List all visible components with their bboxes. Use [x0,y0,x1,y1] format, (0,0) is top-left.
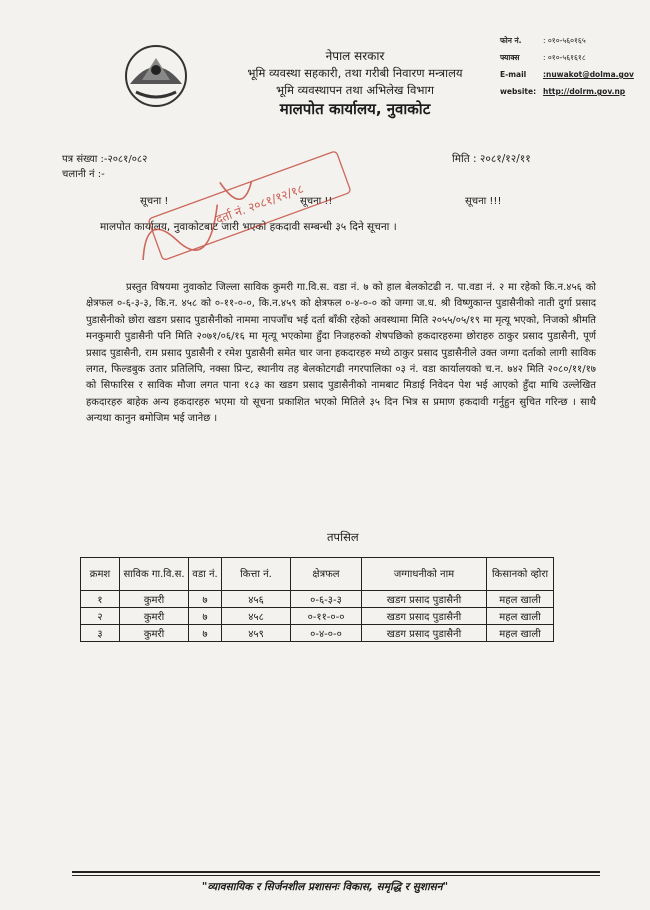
department-name: भूमि व्यवस्थापन तथा अभिलेख विभाग [276,83,434,97]
govt-name: नेपाल सरकार [325,49,385,63]
website-link[interactable]: http://dolrm.gov.np [543,87,626,96]
cell-vdc: कुमरी [120,608,189,625]
table-row [81,625,554,642]
footer-rule-thick [72,871,600,873]
cell-ward: ७ [189,625,222,642]
cell-tenant: महल खाली [487,591,554,608]
cell-owner: खडग प्रसाद पुडासैनी [362,608,487,625]
fax-label: फ्याक्स [500,53,520,62]
col-header-tenant: किसानको व्होरा [487,558,554,591]
nepal-emblem-icon [118,40,194,110]
body-paragraph: प्रस्तुत विषयमा नुवाकोट जिल्ला साविक कुमरी गा.वि.स. वडा नं. ७ को हाल बेलकोटढी न. पा.वडा नं. २ मा रहेको कि.न.४५६ को क्षेत्रफल ०-६-३-३, कि.न. ४५८ को ०-११-०-०, कि.न.४५९ को क्षेत्रफल ०-४-०-० को जग्गा ज.ध. श्री विष्णुकान्त पुडासैनीको नाती दुर्गा प्रसाद पुडासैनीको छोरा खडग प्रसाद पुडासैनीको नाममा नापजाँच भई दर्ता बाँकी रहेको अवस्थामा मिति २०५५/०५/१९ मा मृत्यू भएको, निजको श्रीमति मनकुमारी पुडासैनी पनि मिति २०७१/०६/१६ मा मृत्यू भएकोमा हुँदा निजहरुको शेषपछिको हकदारहरुमा छोराहरु ठाकुर प्रसाद पुडासैनी, पूर्ण प्रसाद पुडासैनी, राम प्रसाद पुडासैनी र रमेश पुडासैनी समेत चार जना हकदारहरु मध्ये ठाकुर प्रसाद पुडासैनीले उक्त जग्गा दर्ताको लागी साविक लगत, फिल्डबुक उतार प्रतिलिपि, नक्सा प्रिन्ट, स्थानीय तह बेलकोटगढी नगरपालिका ०३ नं. वडा कार्यालयको च.न. ७४२ मिति २०८०/११/१७ को सिफारिस र साविक मौजा लगत पाना १८३ का खडग प्रसाद पुडासैनीको नामबाट मिडाई निवेदन पेश भई आएको हुँदा माथि उल्लेखित हकदारहरु बाहेक अन्य हकदारहरु भएमा यो सूचना प्रकाशित भएको मितिले ३५ दिन भित्र स प्रमाण हकदावी गर्नुहुन सुचित गरिन्छ । साथै अन्यथा कानुन बमोजिम भई जानेछ । [86,282,596,425]
notice-word-2: सूचना !! [300,196,333,207]
col-header-area: क्षेत्रफल [291,558,362,591]
cell-plot: ४५९ [222,625,291,642]
cell-plot: ४५६ [222,591,291,608]
dispatch-number: चलानी नं :- [62,169,105,180]
email-value[interactable]: :nuwakot@dolma.gov [543,70,634,79]
received-stamp [110,150,410,260]
cell-area: ०-४-०-० [291,625,362,642]
ministry-name: भूमि व्यवस्था सहकारी, तथा गरीबी निवारण मन्त्रालय [247,66,463,80]
cell-ward: ७ [189,608,222,625]
phone-label: फोन नं. [500,36,522,45]
table-title: तपसिल [327,530,359,544]
cell-vdc: कुमरी [120,625,189,642]
contact-block [500,32,650,100]
col-header-serial: क्रमश [81,558,120,591]
cell-owner: खडग प्रसाद पुडासैनी [362,591,487,608]
letter-number: पत्र संख्या :-२०८१/०८२ [62,154,148,165]
table-row [81,608,554,625]
col-header-vdc: साविक गा.वि.स. [120,558,189,591]
letterhead [195,48,515,118]
website-label: website: [500,87,537,96]
cell-serial: २ [81,608,120,625]
stamp-text: दर्ता नं. २०८१/१२/१८ [213,181,306,227]
footer-rule-thin [72,875,600,876]
col-header-ward: वडा नं. [189,558,222,591]
letter-date: मिति : २०८१/१२/११ [452,153,531,165]
cell-plot: ४५८ [222,608,291,625]
cell-vdc: कुमरी [120,591,189,608]
details-table [80,557,554,642]
cell-tenant: महल खाली [487,608,554,625]
cell-ward: ७ [189,591,222,608]
table-header-row [81,558,554,591]
col-header-plot: कित्ता नं. [222,558,291,591]
cell-tenant: महल खाली [487,625,554,642]
subject-line: मालपोत कार्यालय, नुवाकोटबाट जारी भएको हकदावी सम्बन्धी ३५ दिने सूचना । [100,221,397,233]
notice-word-1: सूचना ! [140,196,169,207]
footer-motto: "व्यावसायिक र सिर्जनशील प्रशासनः विकास, समृद्धि र सुशासन" [201,881,449,893]
cell-area: ०-११-०-० [291,608,362,625]
fax-value: : ०१०-५६१६१८ [543,53,586,62]
cell-serial: ३ [81,625,120,642]
col-header-owner: जग्गाधनीको नाम [362,558,487,591]
cell-owner: खडग प्रसाद पुडासैनी [362,625,487,642]
phone-value: : ०१०-५६०१६५ [543,36,586,45]
notice-word-3: सूचना !!! [465,196,502,207]
email-label: E-mail [500,70,527,79]
cell-area: ०-६-३-३ [291,591,362,608]
office-name: मालपोत कार्यालय, नुवाकोट [279,100,431,118]
cell-serial: १ [81,591,120,608]
table-row [81,591,554,608]
